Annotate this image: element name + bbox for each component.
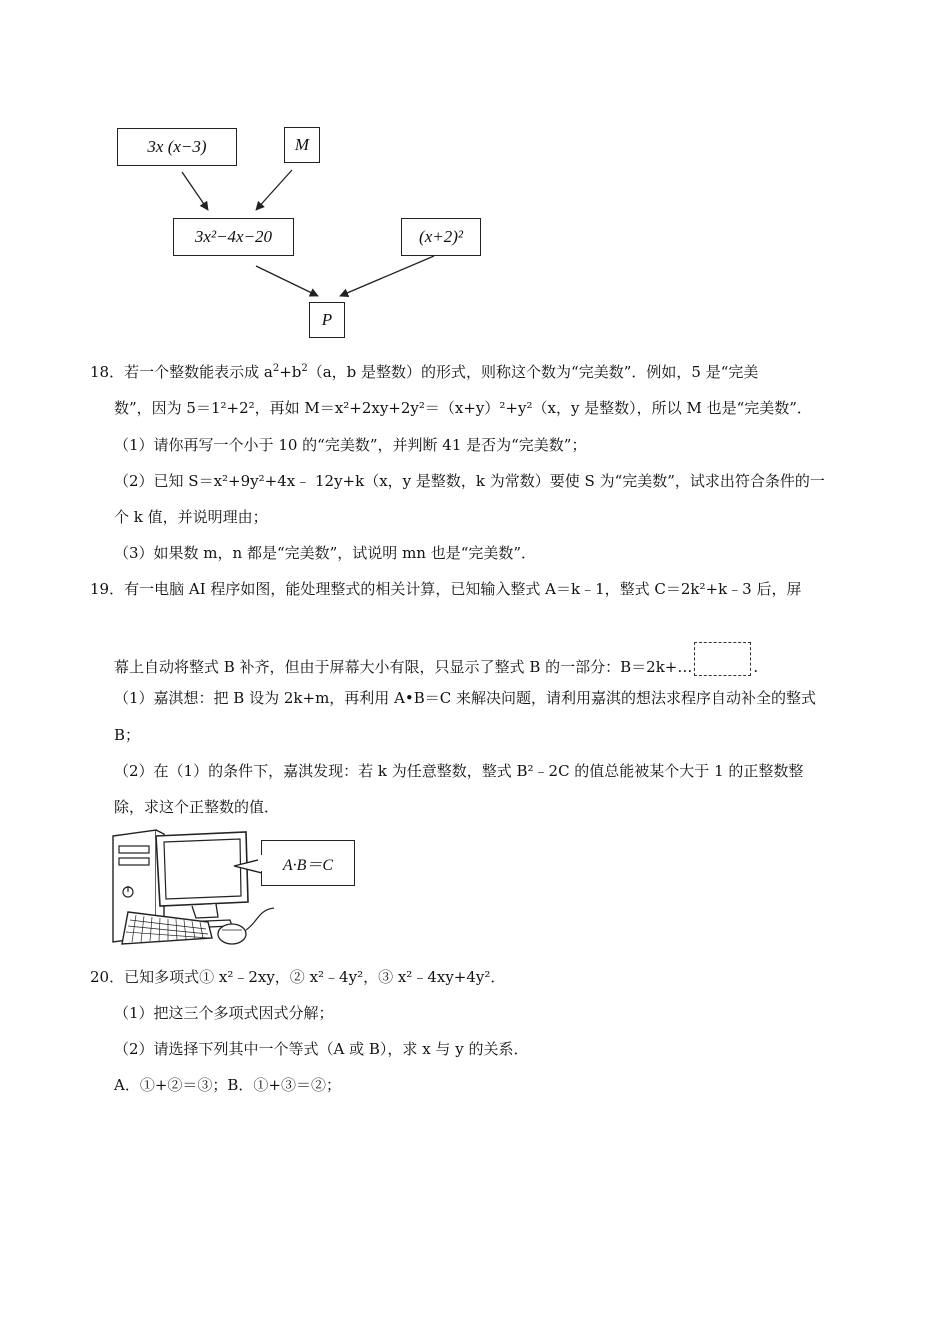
bubble-tail-cover [258, 855, 264, 871]
q20-line-2: （1）把这三个多项式因式分解； [114, 1004, 334, 1022]
arrow-box1-to-box3 [182, 172, 208, 210]
q20-line-1: 20．已知多项式① x²﹣2xy，② x²﹣4y²，③ x²﹣4xy+4y²． [90, 968, 506, 986]
flow-arrows [0, 0, 950, 345]
q19-line-4: B； [114, 726, 141, 744]
q18-line-3: （1）请你再写一个小于 10 的“完美数”，并判断 41 是否为“完美数”； [114, 436, 587, 454]
q18-line-2: 数”，因为 5＝1²+2²，再如 M＝x²+2xy+2y²＝（x+y）²+y²（x，y 是整数），所以 M 也是“完美数”． [114, 399, 812, 417]
q19-line-5: （2）在（1）的条件下，嘉淇发现：若 k 为任意整数，整式 B²﹣2C 的值总能被某个大于 1 的正整数整 [114, 762, 804, 780]
q18-line-1: 18．若一个整数能表示成 $a^2+b^2(a$，b 是整数）的形式，则称这个数为“完美数”．例如，5 是“完美 [90, 363, 759, 381]
expression-box-3x2-4x-20: 3x²−4x−20 [173, 218, 294, 256]
q20-line-3: （2）请选择下列其中一个等式（A 或 B），求 x 与 y 的关系． [114, 1040, 529, 1058]
q18-line-5: 个 k 值，并说明理由； [114, 508, 268, 526]
computer-mouse [218, 924, 246, 944]
q19-line-6: 除，求这个正整数的值． [114, 798, 280, 816]
expression-box-p: P [309, 302, 345, 338]
arrow-box2-to-box3 [256, 170, 292, 210]
q19-line-2: 幕上自动将整式 B 补齐，但由于屏幕大小有限，只显示了整式 B 的一部分：B＝2k+… . [114, 642, 758, 677]
arrow-box3-to-box5 [256, 266, 318, 296]
hidden-expression-dashed-box [694, 642, 751, 676]
q19-line-3: （1）嘉淇想：把 B 设为 2k+m，再利用 A•B＝C 来解决问题，请利用嘉淇的想法求程序自动补全的整式 [114, 689, 817, 707]
q18-line-4: （2）已知 S＝x²+9y²+4x﹣ 12y+k（x，y 是整数，k 为常数）要使 S 为“完美数”，试求出符合条件的一 [114, 472, 825, 490]
expression-box-3x-x-minus-3: 3x (x−3) [117, 128, 237, 166]
expression-box-x-plus-2-squared: (x+2)² [401, 218, 481, 256]
speech-bubble: A·B＝C [261, 840, 355, 886]
q19-line-1: 19．有一电脑 AI 程序如图，能处理整式的相关计算，已知输入整式 A＝k﹣1，整式 C＝2k²+k﹣3 后，屏 [90, 580, 802, 598]
q20-line-4: A．①+②＝③；B．①+③＝②； [114, 1076, 341, 1094]
q18-line-6: （3）如果数 m，n 都是“完美数”，试说明 mn 也是“完美数”． [114, 544, 537, 562]
expression-box-m: M [284, 127, 320, 163]
arrow-box4-to-box5 [340, 256, 434, 296]
